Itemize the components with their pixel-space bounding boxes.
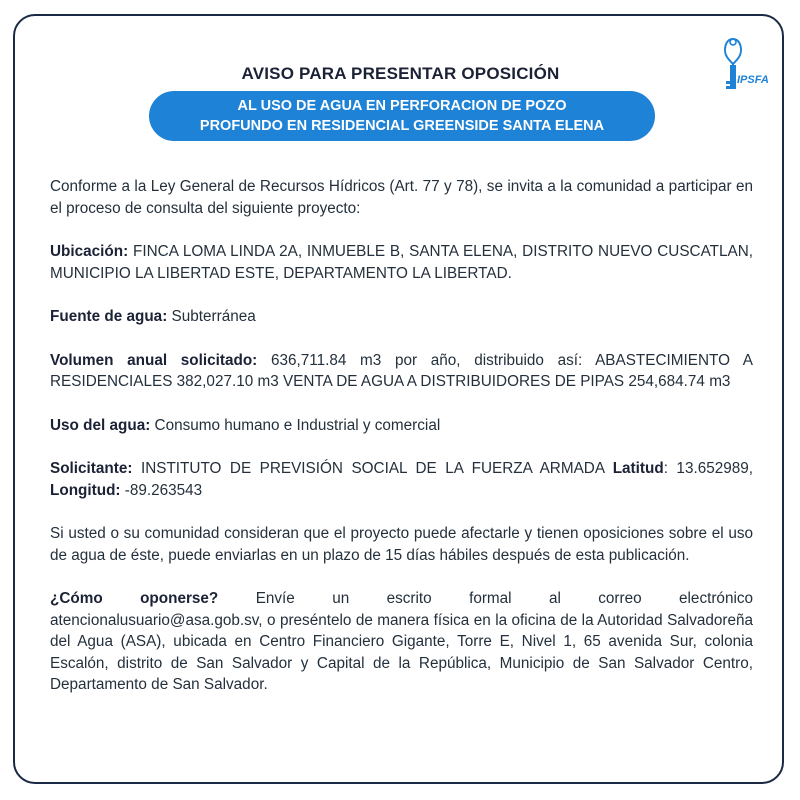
notice-title: AVISO PARA PRESENTAR OPOSICIÓN [241,64,560,83]
longitud-label: Longitud: [50,481,121,499]
fuente-paragraph [50,306,753,328]
ubicacion-paragraph [50,241,753,284]
aviso-paragraph: Si usted o su comunidad consideran que el proyecto puede afectarle y tienen oposiciones sobre el uso de agua de éste, puede enviarlas en un plazo de 15 días hábiles después de esta publicación. [50,525,753,564]
subtitle-banner [149,91,655,141]
como-paragraph [50,588,753,696]
uso-label: Uso del agua: [50,416,151,434]
uso-value: Consumo humano e Industrial y comercial [154,416,441,434]
uso-paragraph [50,415,753,437]
notice-card [13,14,784,784]
volumen-label: Volumen anual solicitado: [50,351,258,369]
subtitle-line-2: PROFUNDO EN RESIDENCIAL GREENSIDE SANTA ELENA [199,118,605,134]
solicitante-label: Solicitante: [50,460,133,477]
solicitante-value: INSTITUTO DE PREVISIÓN SOCIAL DE LA FUERZA ARMADA [140,460,605,477]
intro-paragraph: Conforme a la Ley General de Recursos Hídricos (Art. 77 y 78), se invita a la comunidad a participar en el proceso de consulta del siguiente proyecto: [50,178,753,217]
como-rest: , o preséntelo de manera física en la oficina de la Autoridad Salvadoreña del Agua (ASA), ubicada en Centro Financiero Gigante, Torre E, Nivel 1, 65 avenida Sur, colonia Escalón, distrito de San Salvador y Capital de la República, Municipio de San Salvador Centro, Departamento de San Salvador. [50,611,753,693]
como-first-line [50,588,753,610]
fuente-value: Subterránea [171,308,256,325]
latitud-value: : 13.652989, [663,460,753,477]
volumen-value: 636,711.84 m3 por año, distribuido así: ABASTECIMIENTO A RESIDENCIALES 382,027.10 m3 VENTA DE AGUA A DISTRIBUIDORES DE PIPAS 254,684.74 m3 [50,351,754,390]
volumen-paragraph [50,350,753,393]
latitud-label: Latitud [612,460,664,477]
longitud-value: -89.263543 [124,481,203,499]
contact-email[interactable]: atencionalusuario@asa.gob.sv [50,611,259,629]
solicitante-paragraph [50,458,753,501]
como-label: ¿Cómo oponerse? [50,590,219,607]
fuente-label: Fuente de agua: [50,308,168,325]
como-line1-rest: Envíe un escrito formal al correo electrónico [255,590,754,607]
ubicacion-value: FINCA LOMA LINDA 2A, INMUEBLE B, SANTA ELENA, DISTRITO NUEVO CUSCATLAN, MUNICIPIO LA LIBERTAD ESTE, DEPARTAMENTO LA LIBERTAD. [50,243,754,282]
ubicacion-label: Ubicación: [50,243,129,260]
notice-body [50,176,753,696]
subtitle-line-1: AL USO DE AGUA EN PERFORACION DE POZO [237,98,567,114]
logo-text: IPSFA [737,74,769,86]
